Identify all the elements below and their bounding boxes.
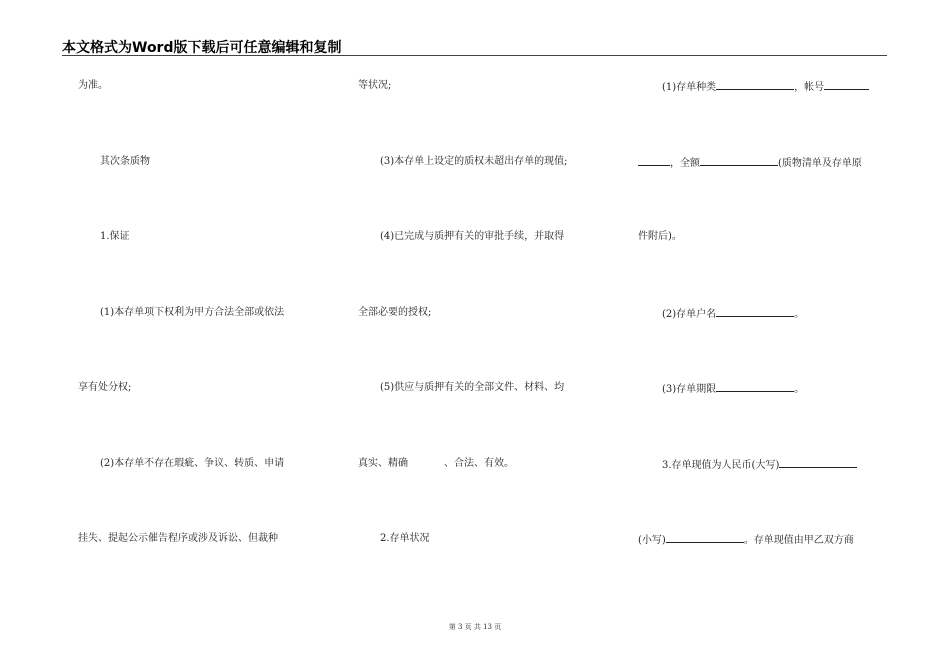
deposit-type-label: (1)存单种类 <box>662 82 717 93</box>
text-column-middle <box>344 80 614 609</box>
text-line <box>620 458 888 534</box>
text-line: 挂失、提起公示催告程序或涉及诉讼、但裁种 <box>78 533 278 544</box>
text-column-left <box>62 80 332 609</box>
text-segment: 。 <box>794 384 805 395</box>
text-segment: 。 <box>794 308 805 320</box>
deposit-term-blank <box>716 382 794 392</box>
account-blank <box>824 80 869 90</box>
account-name-blank <box>716 307 794 317</box>
subsection-heading: 1.保证 <box>100 231 130 242</box>
text-line: (1)本存单项下权利为甲方合法全部或依法 <box>100 306 285 318</box>
text-line: (2)本存单不存在瑕疵、争议、转质、申请 <box>100 457 285 469</box>
text-segment: (质物清单及存单原 <box>778 157 862 169</box>
value-lowercase-blank <box>666 533 744 543</box>
text-line <box>620 156 888 232</box>
document-header-title: 本文格式为Word版下载后可任意编辑和复制 <box>62 40 342 56</box>
text-segment: 。存单现值由甲乙双方商 <box>743 535 854 546</box>
text-line <box>620 382 888 458</box>
value-lowercase-label: (小写) <box>638 535 666 546</box>
page-number: 第 3 页 共 13 页 <box>448 623 502 631</box>
subsection-heading: 2.存单状况 <box>380 533 430 544</box>
deposit-type-blank <box>716 80 794 90</box>
amount-blank <box>700 156 778 166</box>
text-line: 全部必要的授权; <box>358 306 432 318</box>
header-divider <box>62 55 887 56</box>
deposit-term-label: (3)存单期限 <box>662 384 717 395</box>
text-line <box>620 307 888 383</box>
value-uppercase-blank <box>779 458 857 468</box>
text-segment: 、合法、有效。 <box>444 457 514 469</box>
text-line <box>620 80 888 156</box>
text-segment: 真实、精确 <box>358 457 408 469</box>
section-heading: 其次条质物 <box>100 155 150 167</box>
text-line <box>344 458 614 534</box>
account-label: ，帐号 <box>794 82 825 93</box>
account-blank-cont <box>638 156 670 166</box>
text-line: 享有处分权; <box>78 382 132 393</box>
text-line: 为准。 <box>78 80 108 91</box>
text-line: (5)供应与质押有关的全部文件、材料、均 <box>380 382 565 393</box>
value-uppercase-label: 3.存单现值为人民币(大写) <box>662 459 780 471</box>
account-name-label: (2)存单户名 <box>662 308 717 320</box>
text-line: 等状况; <box>358 80 392 91</box>
amount-label: ，全额 <box>670 157 700 169</box>
text-line: (4)已完成与质押有关的审批手续，并取得 <box>380 231 565 242</box>
text-line: (3)本存单上设定的质权未超出存单的现值; <box>380 155 568 167</box>
text-line <box>620 533 888 609</box>
text-column-right <box>620 80 888 609</box>
text-line: 件附后)。 <box>638 231 682 242</box>
